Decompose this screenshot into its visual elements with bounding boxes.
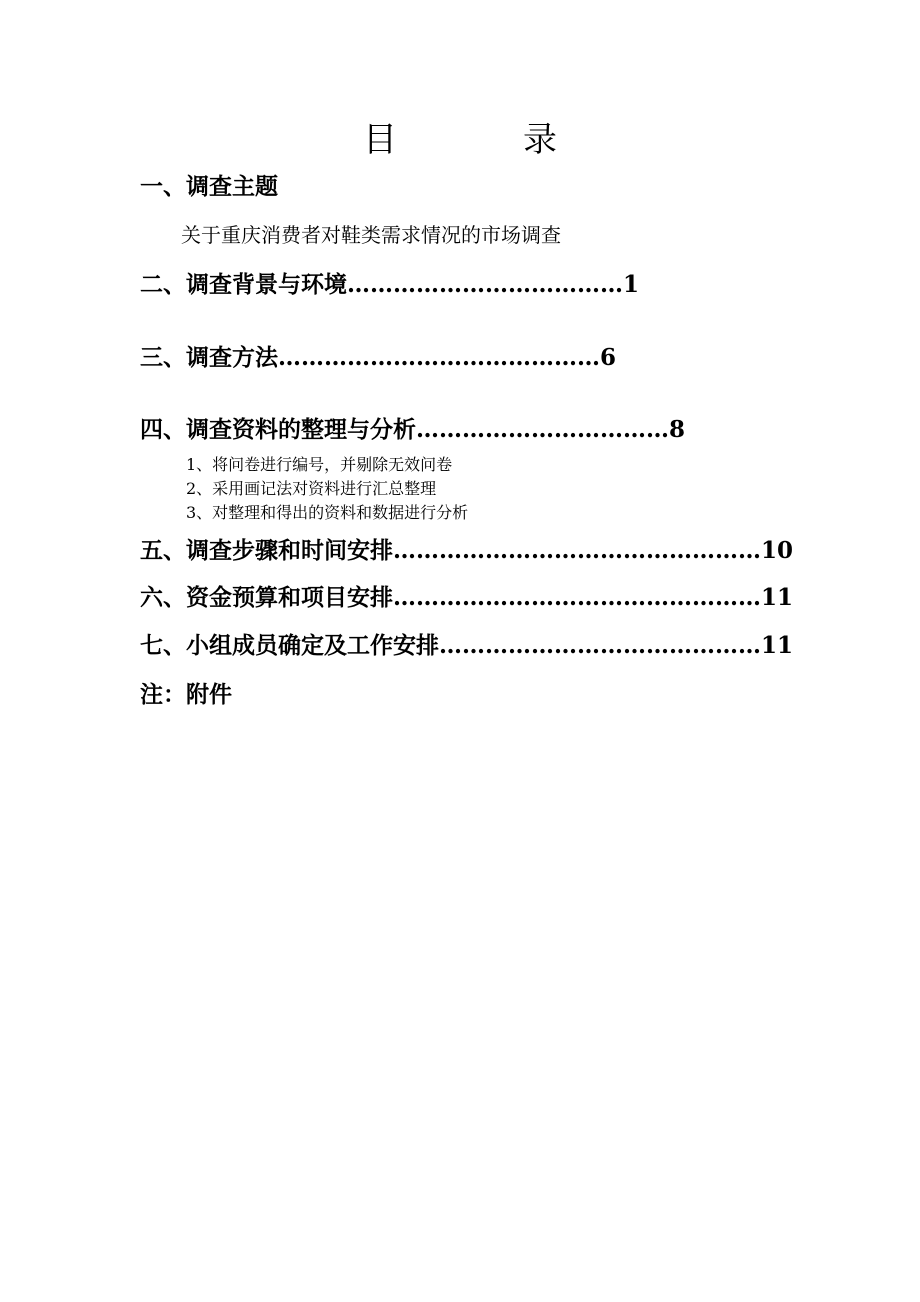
toc-section-4-item-2: 2、采用画记法对资料进行汇总整理 <box>186 479 437 498</box>
toc-section-4-leader: …………………………… <box>416 416 669 443</box>
toc-section-3-label: 三、调查方法 <box>140 344 278 371</box>
toc-section-6-leader: ………………………………………… <box>393 584 761 611</box>
toc-note <box>140 676 232 709</box>
toc-section-7-label: 七、小组成员确定及工作安排 <box>140 632 439 659</box>
toc-section-4-label: 四、调查资料的整理与分析 <box>140 416 416 443</box>
toc-section-5-leader: ………………………………………… <box>393 537 761 564</box>
survey-subject: 关于重庆消费者对鞋类需求情况的市场调查 <box>181 223 561 247</box>
toc-section-2-label: 二、调查背景与环境 <box>140 271 347 298</box>
toc-section-5-page: 10 <box>761 537 794 564</box>
toc-title: 目 录 <box>363 120 603 160</box>
toc-section-2-leader: ……………………………… <box>347 271 623 298</box>
toc-section-2-page: 1 <box>623 271 640 298</box>
toc-section-4-item-1: 1、将问卷进行编号，并剔除无效问卷 <box>186 455 453 474</box>
toc-section-1-label: 一、调查主题 <box>140 173 278 200</box>
toc-section-5-label: 五、调查步骤和时间安排 <box>140 537 393 564</box>
toc-section-7-leader: …………………………………… <box>439 632 761 659</box>
toc-section-3-page: 6 <box>600 344 617 371</box>
toc-section-7 <box>140 627 793 660</box>
toc-section-5 <box>140 532 793 565</box>
toc-section-3-leader: …………………………………… <box>278 344 600 371</box>
toc-section-6-label: 六、资金预算和项目安排 <box>140 584 393 611</box>
toc-section-6-page: 11 <box>761 584 794 611</box>
toc-section-4-page: 8 <box>669 416 686 443</box>
toc-section-2 <box>140 266 650 299</box>
toc-note-label: 注：附件 <box>140 681 232 708</box>
toc-section-4-item-3: 3、对整理和得出的资料和数据进行分析 <box>186 503 469 522</box>
toc-section-4 <box>140 411 685 444</box>
toc-section-1 <box>140 168 278 201</box>
toc-section-3 <box>140 339 616 372</box>
toc-section-6 <box>140 579 793 612</box>
toc-section-7-page: 11 <box>761 632 794 659</box>
